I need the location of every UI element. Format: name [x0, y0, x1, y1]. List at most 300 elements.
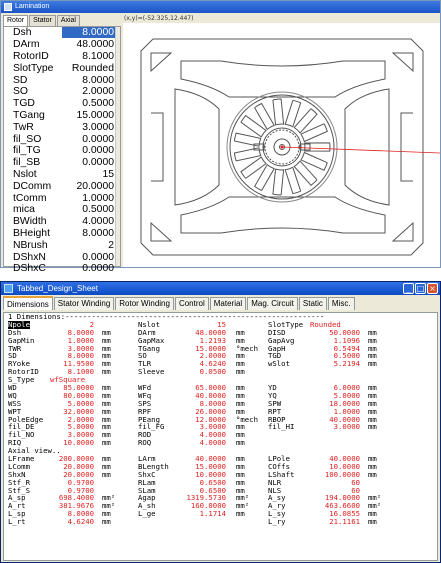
- param-name: L_ry: [268, 517, 286, 527]
- param-value[interactable]: 12.0000: [195, 414, 226, 424]
- lamination-window: [0, 0, 441, 275]
- param-unit: mm: [102, 422, 111, 432]
- property-name: DComm: [13, 180, 52, 192]
- param-unit: mm: [102, 359, 111, 369]
- param-value[interactable]: Rounded: [310, 319, 341, 329]
- param-value[interactable]: 194.0000: [324, 493, 360, 503]
- param-name: RBOP: [268, 414, 286, 424]
- rotor-slot: [255, 165, 275, 191]
- param-name: DArm: [138, 327, 156, 337]
- param-value[interactable]: 100.0000: [324, 469, 360, 479]
- section-header: 1 Dimensions:-----------------------------------------------------------: [8, 312, 325, 321]
- minimize-button[interactable]: _: [403, 283, 414, 294]
- param-value[interactable]: 0.6500: [199, 477, 226, 487]
- property-row[interactable]: [4, 169, 120, 181]
- property-value[interactable]: 15: [102, 168, 114, 180]
- rotor-slot: [241, 116, 266, 137]
- param-value[interactable]: 4.6240: [199, 359, 226, 369]
- property-row[interactable]: [4, 98, 120, 110]
- param-unit: mm: [368, 461, 377, 471]
- frame-slot-top-right: [393, 53, 413, 71]
- param-value[interactable]: 1.1096: [333, 335, 360, 345]
- param-name: NLS: [268, 485, 282, 495]
- param-name: GapMin: [8, 335, 35, 345]
- property-row[interactable]: [4, 62, 120, 74]
- lamination-titlebar[interactable]: [1, 1, 440, 13]
- param-name: LPole: [268, 454, 290, 464]
- param-name: COffs: [268, 461, 290, 471]
- property-row[interactable]: [4, 204, 120, 216]
- param-unit: mm: [102, 398, 111, 408]
- param-value[interactable]: 60: [351, 485, 360, 495]
- param-name: WFd: [138, 383, 152, 393]
- property-value[interactable]: 2: [108, 239, 114, 251]
- property-name: NBrush: [13, 239, 48, 251]
- frame-slot-left: [151, 113, 163, 181]
- param-unit: mm²: [368, 501, 382, 511]
- param-value[interactable]: 1319.5730: [186, 493, 226, 503]
- param-value[interactable]: 698.4000: [58, 493, 94, 503]
- property-row[interactable]: [4, 74, 120, 86]
- param-name: LArm: [138, 454, 156, 464]
- param-unit: mm: [368, 398, 377, 408]
- property-name: TwR: [13, 121, 34, 133]
- param-unit: mm: [236, 509, 245, 519]
- property-name: Nslot: [13, 168, 37, 180]
- param-name: wSlot: [268, 359, 290, 369]
- sheet-row: [4, 439, 437, 447]
- param-value[interactable]: 80.0000: [63, 390, 94, 400]
- property-name: BHeight: [13, 227, 50, 239]
- param-value[interactable]: 10.0000: [329, 461, 360, 471]
- close-button[interactable]: ×: [427, 283, 438, 294]
- property-row[interactable]: [4, 228, 120, 240]
- param-unit: mm: [102, 367, 111, 377]
- param-unit: mm: [236, 335, 245, 345]
- tab-axial[interactable]: Axial: [57, 15, 80, 26]
- dimensions-sheet: [3, 312, 438, 561]
- coordinate-readout: (x,y)=(-52.325,12.447): [124, 15, 194, 22]
- param-value[interactable]: 0.5000: [333, 351, 360, 361]
- param-value[interactable]: 40.0000: [195, 454, 226, 464]
- param-unit: mm: [368, 327, 377, 337]
- tab-static[interactable]: Static: [299, 297, 327, 310]
- param-unit: mm: [102, 343, 111, 353]
- param-unit: mm: [368, 509, 377, 519]
- param-unit: mm: [368, 383, 377, 393]
- param-value[interactable]: 60: [351, 477, 360, 487]
- property-value[interactable]: 8.0000: [62, 27, 116, 38]
- rotor-slot: [273, 169, 284, 195]
- param-unit: mm: [236, 454, 245, 464]
- property-name: fil_SO: [13, 133, 42, 145]
- property-name: DArm: [13, 39, 40, 51]
- param-value[interactable]: 18.0000: [329, 398, 360, 408]
- param-value[interactable]: 4.0000: [199, 430, 226, 440]
- property-name: TGD: [13, 98, 35, 110]
- param-unit: mm: [368, 517, 377, 527]
- param-value[interactable]: 26.0000: [195, 406, 226, 416]
- param-name: WQ: [8, 390, 17, 400]
- param-value[interactable]: 463.6600: [324, 501, 360, 511]
- param-value[interactable]: 5.0000: [333, 390, 360, 400]
- param-name: GapH: [268, 343, 286, 353]
- param-unit: mm: [102, 509, 111, 519]
- param-name: A_ry: [268, 501, 286, 511]
- param-name: ROD: [138, 430, 152, 440]
- param-value[interactable]: 10.0000: [195, 469, 226, 479]
- property-row[interactable]: [4, 51, 120, 63]
- param-value[interactable]: 5.0000: [67, 422, 94, 432]
- param-value[interactable]: 2: [89, 319, 94, 329]
- param-name: Sleeve: [138, 367, 165, 377]
- param-unit: mm: [102, 414, 111, 424]
- param-unit: mm: [368, 335, 377, 345]
- param-unit: °mech: [236, 343, 258, 353]
- param-unit: mm: [236, 398, 245, 408]
- param-name: A_sp: [8, 493, 26, 503]
- param-name: L_sp: [8, 509, 26, 519]
- param-name: RPF: [138, 406, 152, 416]
- property-value[interactable]: 3.0000: [82, 121, 114, 133]
- rotor-slot: [273, 99, 284, 125]
- param-unit: mm: [236, 351, 245, 361]
- property-row[interactable]: [4, 133, 120, 145]
- param-name: ShxC: [138, 469, 156, 479]
- param-value[interactable]: 40.0000: [329, 454, 360, 464]
- property-value[interactable]: 1.0000: [82, 192, 114, 204]
- property-row[interactable]: [4, 121, 120, 133]
- param-name: Stf_S: [8, 485, 30, 495]
- param-value[interactable]: 16.0855: [329, 509, 360, 519]
- param-name: SLam: [138, 485, 156, 495]
- param-unit: mm: [368, 359, 377, 369]
- param-unit: mm²: [102, 493, 116, 503]
- property-value[interactable]: 0.0000: [82, 157, 114, 169]
- param-name: PoleEdge: [8, 414, 44, 424]
- property-value[interactable]: 20.0000: [76, 180, 114, 192]
- param-name: A_sy: [268, 493, 286, 503]
- maximize-button[interactable]: □: [416, 284, 425, 293]
- param-unit: mm: [236, 406, 245, 416]
- property-value[interactable]: 0.5000: [82, 98, 114, 110]
- param-unit: mm: [368, 390, 377, 400]
- param-value[interactable]: 8.0000: [67, 351, 94, 361]
- lamination-title: Lamination: [15, 3, 50, 10]
- tab-mag-circuit[interactable]: Mag. Circuit: [247, 297, 298, 310]
- param-unit: mm: [102, 438, 111, 448]
- param-value[interactable]: 40.0000: [195, 390, 226, 400]
- param-unit: mm: [102, 390, 111, 400]
- param-name: L_sy: [268, 509, 286, 519]
- window-controls: [403, 283, 438, 294]
- param-name: GapMax: [138, 335, 165, 345]
- app-icon: [4, 3, 12, 11]
- property-value[interactable]: 48.0000: [76, 39, 114, 51]
- frame-slot-bottom-right: [393, 223, 413, 241]
- param-name: BLength: [138, 461, 169, 471]
- property-name: SD: [13, 74, 28, 86]
- param-value[interactable]: 8.0000: [199, 398, 226, 408]
- param-unit: mm²: [368, 493, 382, 503]
- lamination-drawing-canvas[interactable]: [123, 23, 440, 267]
- tab-stator-winding[interactable]: Stator Winding: [54, 297, 114, 310]
- param-unit: mm: [368, 469, 377, 479]
- param-name: WSS: [8, 398, 22, 408]
- tab-stator[interactable]: Stator: [29, 15, 56, 26]
- param-name: fil_DE: [8, 422, 35, 432]
- param-name: LShaft: [268, 469, 295, 479]
- param-value[interactable]: 8.0000: [67, 327, 94, 337]
- property-value[interactable]: 0.0000: [82, 251, 114, 263]
- param-name: A_sh: [138, 501, 156, 511]
- param-unit: mm: [102, 327, 111, 337]
- param-unit: mm²: [102, 501, 116, 511]
- param-value[interactable]: 20.0000: [63, 469, 94, 479]
- param-name: NLR: [268, 477, 282, 487]
- param-name: RLam: [138, 477, 156, 487]
- param-unit: mm: [236, 367, 245, 377]
- rotor-slot: [241, 157, 266, 178]
- frame-slot-top-left: [151, 53, 171, 71]
- param-name: Nslot: [138, 319, 160, 329]
- tab-rotor-winding[interactable]: Rotor Winding: [115, 297, 174, 310]
- param-name: YQ: [268, 390, 277, 400]
- param-unit: mm: [102, 406, 111, 416]
- param-value[interactable]: 6.0000: [333, 383, 360, 393]
- param-value[interactable]: 2.0000: [67, 414, 94, 424]
- property-row[interactable]: [4, 110, 120, 122]
- param-unit: mm: [368, 454, 377, 464]
- property-value[interactable]: 0.0000: [82, 145, 114, 157]
- param-value[interactable]: 11.9500: [63, 359, 94, 369]
- property-value[interactable]: 0.0000: [82, 133, 114, 145]
- param-name: fil_HI: [268, 422, 295, 432]
- property-value[interactable]: 8.0000: [82, 227, 114, 239]
- axial-view-header: Axial view..: [8, 446, 61, 456]
- cursor-probe-point: [281, 146, 284, 149]
- param-name: RYoke: [8, 359, 30, 369]
- lamination-tabs: [3, 15, 81, 26]
- param-value[interactable]: 4.6240: [67, 517, 94, 527]
- param-unit: mm: [368, 422, 377, 432]
- param-unit: mm: [102, 517, 111, 527]
- param-unit: mm²: [236, 501, 250, 511]
- property-value[interactable]: 0.5000: [82, 204, 114, 216]
- param-value[interactable]: 85.0000: [63, 383, 94, 393]
- property-row[interactable]: [4, 251, 120, 263]
- param-unit: mm: [236, 327, 245, 337]
- param-value[interactable]: 160.0000: [190, 501, 226, 511]
- rotor-slot: [301, 153, 327, 171]
- param-name: fil_NO: [8, 430, 35, 440]
- param-value[interactable]: 3.0000: [199, 422, 226, 432]
- property-name: TGang: [13, 109, 45, 121]
- param-value[interactable]: 0.6500: [199, 485, 226, 495]
- param-value[interactable]: 0.9700: [67, 477, 94, 487]
- param-value[interactable]: 15.0000: [195, 461, 226, 471]
- param-value[interactable]: 4.0000: [199, 438, 226, 448]
- param-unit: mm: [236, 359, 245, 369]
- param-name: PEang: [138, 414, 160, 424]
- property-row[interactable]: [4, 263, 120, 275]
- property-row[interactable]: [4, 239, 120, 251]
- property-scrollbar[interactable]: [115, 27, 120, 266]
- param-value[interactable]: 3.0000: [333, 422, 360, 432]
- param-value[interactable]: 381.9676: [58, 501, 94, 511]
- tab-material[interactable]: Material: [210, 297, 246, 310]
- frame-slot-right: [401, 113, 413, 181]
- property-value[interactable]: 15.0000: [76, 109, 114, 121]
- param-unit: mm: [102, 430, 111, 440]
- param-unit: mm²: [236, 493, 250, 503]
- param-name: WPT: [8, 406, 22, 416]
- param-unit: mm: [236, 390, 245, 400]
- param-name: Npole: [8, 319, 30, 329]
- param-unit: mm: [368, 414, 377, 424]
- tab-misc[interactable]: Misc.: [328, 297, 355, 310]
- param-name: TLR: [138, 359, 152, 369]
- param-value[interactable]: 8.1000: [67, 367, 94, 377]
- param-name: LComm: [8, 461, 30, 471]
- param-unit: mm: [236, 485, 245, 495]
- property-row[interactable]: [4, 86, 120, 98]
- param-unit: mm: [236, 477, 245, 487]
- rotor-property-grid: [3, 26, 121, 275]
- design-sheet-titlebar[interactable]: [1, 282, 440, 295]
- param-unit: °mech: [236, 414, 258, 424]
- param-name: A_rt: [8, 501, 26, 511]
- param-value[interactable]: 1.0000: [67, 335, 94, 345]
- param-value[interactable]: 32.0000: [63, 406, 94, 416]
- param-name: YD: [268, 383, 277, 393]
- param-unit: mm: [102, 335, 111, 345]
- param-value[interactable]: 21.1161: [329, 517, 360, 527]
- param-value[interactable]: 65.0000: [195, 383, 226, 393]
- param-name: WD: [8, 383, 17, 393]
- design-sheet-tabs: [1, 295, 440, 310]
- param-value[interactable]: 1.0000: [333, 406, 360, 416]
- param-value[interactable]: 3.0000: [67, 430, 94, 440]
- property-row[interactable]: [4, 180, 120, 192]
- param-value[interactable]: 0.5494: [333, 343, 360, 353]
- param-value[interactable]: 2.0000: [199, 351, 226, 361]
- property-name: SO: [13, 86, 29, 98]
- property-value[interactable]: 0.0000: [82, 263, 114, 275]
- property-value[interactable]: Rounded: [71, 62, 114, 74]
- param-value[interactable]: 0.9700: [67, 485, 94, 495]
- param-unit: mm: [236, 430, 245, 440]
- design-sheet-title: Tabbed_Design_Sheet: [17, 284, 98, 293]
- param-value[interactable]: 15.0000: [195, 343, 226, 353]
- param-value[interactable]: 1.1714: [199, 509, 226, 519]
- field-side-right: [345, 89, 389, 205]
- property-value[interactable]: 4.0000: [82, 216, 114, 228]
- param-value[interactable]: 8.0000: [67, 509, 94, 519]
- property-row[interactable]: [4, 39, 120, 51]
- param-unit: mm: [102, 461, 111, 471]
- param-name: RPT: [268, 406, 282, 416]
- param-unit: mm: [236, 422, 245, 432]
- param-value[interactable]: 20.0000: [63, 461, 94, 471]
- param-unit: mm: [236, 469, 245, 479]
- param-name: fil_FG: [138, 422, 165, 432]
- param-value[interactable]: 1.2193: [199, 335, 226, 345]
- param-value[interactable]: 50.0000: [329, 327, 360, 337]
- param-unit: mm: [236, 461, 245, 471]
- param-value[interactable]: 200.0000: [58, 454, 94, 464]
- property-row[interactable]: [4, 145, 120, 157]
- property-value[interactable]: 8.1000: [82, 50, 114, 62]
- frame-slot-bottom-left: [151, 223, 171, 241]
- param-value[interactable]: 15: [217, 319, 226, 329]
- rotor-slot: [255, 104, 275, 130]
- property-name: tComm: [13, 192, 47, 204]
- property-name: RotorID: [13, 50, 49, 62]
- param-name: ShxN: [8, 469, 26, 479]
- property-row[interactable]: [4, 157, 120, 169]
- param-name: TGD: [268, 351, 282, 361]
- param-unit: mm: [368, 406, 377, 416]
- tab-dimensions[interactable]: Dimensions: [3, 296, 53, 310]
- sheet-row: [4, 518, 437, 526]
- param-value[interactable]: 48.0000: [195, 327, 226, 337]
- property-name: Dsh: [13, 27, 32, 39]
- param-value[interactable]: 0.0500: [199, 367, 226, 377]
- property-name: BWidth: [13, 216, 47, 228]
- param-value[interactable]: wfSquare: [50, 375, 86, 385]
- param-name: RotorID: [8, 367, 39, 377]
- param-name: Dsh: [8, 327, 22, 337]
- app-icon: [4, 284, 13, 293]
- param-name: TGang: [138, 343, 160, 353]
- param-name: LFrame: [8, 454, 35, 464]
- param-unit: mm: [102, 351, 111, 361]
- param-name: WFq: [138, 390, 152, 400]
- param-name: L_rt: [8, 517, 26, 527]
- tab-rotor[interactable]: Rotor: [3, 15, 28, 26]
- param-unit: mm: [236, 438, 245, 448]
- param-name: SO: [138, 351, 147, 361]
- property-value[interactable]: 8.0000: [82, 74, 114, 86]
- property-value[interactable]: 2.0000: [82, 86, 114, 98]
- param-value[interactable]: 3.0000: [67, 343, 94, 353]
- param-value[interactable]: 10.0000: [63, 438, 94, 448]
- param-unit: mm: [102, 469, 111, 479]
- property-row[interactable]: [4, 216, 120, 228]
- field-side-left: [175, 89, 219, 205]
- param-name: TWR: [8, 343, 22, 353]
- param-name: RIQ: [8, 438, 22, 448]
- param-name: Stf_R: [8, 477, 30, 487]
- param-value[interactable]: 5.2194: [333, 359, 360, 369]
- param-unit: mm: [368, 351, 377, 361]
- param-name: GapAvg: [268, 335, 295, 345]
- property-name: DShxN: [13, 251, 46, 263]
- tab-control[interactable]: Control: [175, 297, 209, 310]
- param-unit: mm: [236, 383, 245, 393]
- param-value[interactable]: 5.0000: [67, 398, 94, 408]
- param-name: DISD: [268, 327, 286, 337]
- param-name: SD: [8, 351, 17, 361]
- property-name: DShxC: [13, 263, 46, 275]
- rotor-slot: [301, 124, 327, 142]
- property-name: fil_TG: [13, 145, 41, 157]
- property-row[interactable]: [4, 192, 120, 204]
- param-value[interactable]: 40.0000: [329, 414, 360, 424]
- property-row[interactable]: [4, 27, 120, 39]
- param-name: SPW: [268, 398, 282, 408]
